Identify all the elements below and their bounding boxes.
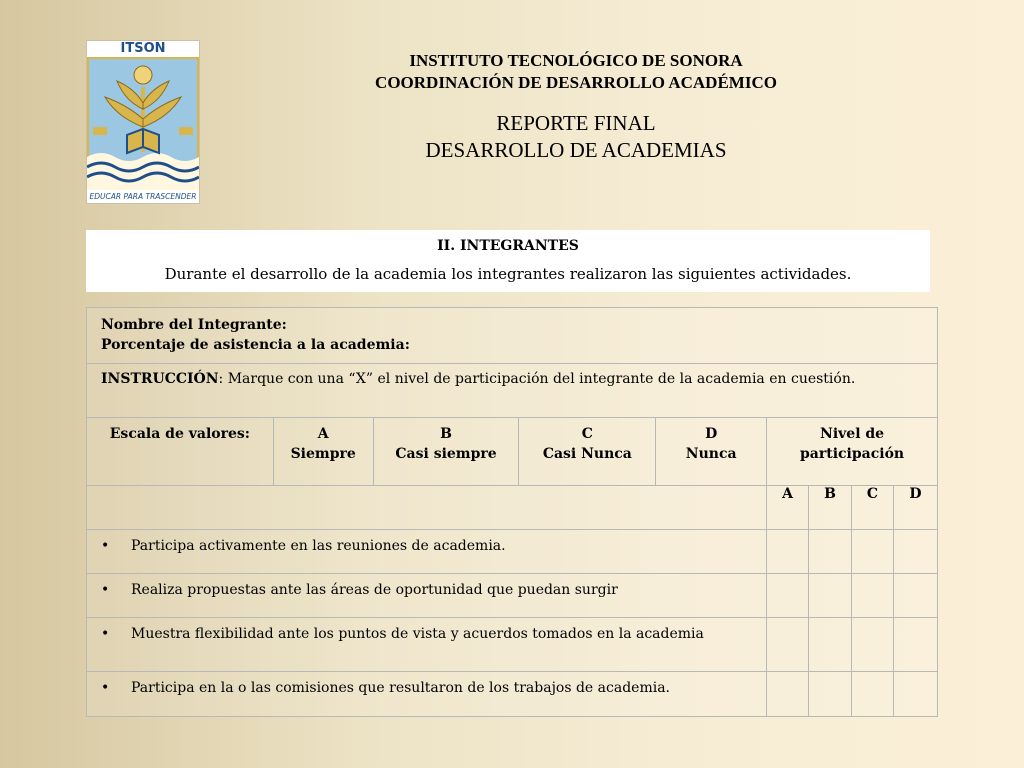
scale-text: Casi siempre — [395, 446, 497, 462]
section-title: II. INTEGRANTES — [437, 238, 579, 254]
mark-cell-b[interactable] — [809, 672, 852, 717]
itson-logo — [86, 40, 200, 204]
table-row — [87, 574, 938, 618]
mark-cell-a[interactable] — [767, 530, 809, 574]
table-row — [87, 618, 938, 672]
activity-item — [87, 672, 767, 717]
logo-emblem-icon — [87, 57, 199, 191]
scale-option-d — [656, 418, 767, 486]
bullet-icon: • — [101, 538, 110, 554]
activity-text: Muestra flexibilidad ante los puntos de vista y acuerdos tomados en la academia — [131, 626, 704, 642]
level-columns-row — [87, 486, 938, 530]
logo-motto: EDUCAR PARA TRASCENDER — [87, 190, 199, 203]
member-name-label: Nombre del Integrante: — [101, 317, 287, 333]
bullet-icon: • — [101, 582, 110, 598]
level-col-b: B — [809, 486, 852, 530]
bullet-icon: • — [101, 626, 110, 642]
institute-name: INSTITUTO TECNOLÓGICO DE SONORA — [409, 51, 743, 70]
activity-text: Realiza propuestas ante las áreas de oportunidad que puedan surgir — [131, 582, 618, 598]
mark-cell-a[interactable] — [767, 672, 809, 717]
scale-option-c — [519, 418, 656, 486]
level-col-a: A — [767, 486, 809, 530]
participation-level-header — [767, 418, 938, 486]
coordination-name: COORDINACIÓN DE DESARROLLO ACADÉMICO — [375, 73, 777, 92]
activity-item — [87, 574, 767, 618]
scale-letter: C — [581, 426, 593, 442]
report-title-line2: DESARROLLO DE ACADEMIAS — [425, 138, 727, 162]
mark-cell-b[interactable] — [809, 574, 852, 618]
scale-letter: B — [440, 426, 452, 442]
mark-cell-a[interactable] — [767, 574, 809, 618]
logo-title: ITSON — [87, 41, 199, 57]
scale-text: Casi Nunca — [542, 446, 632, 462]
scale-label: Escala de valores: — [87, 418, 274, 486]
report-title-line1: REPORTE FINAL — [496, 111, 656, 135]
level-col-c: C — [852, 486, 894, 530]
instruction-label: INSTRUCCIÓN — [101, 371, 219, 387]
attendance-label: Porcentaje de asistencia a la academia: — [101, 337, 410, 353]
document-header — [300, 50, 852, 164]
instruction-text: : Marque con una “X” el nivel de participación del integrante de la academia en cuestión. — [218, 371, 856, 387]
instruction-cell — [87, 364, 938, 418]
mark-cell-c[interactable] — [852, 618, 894, 672]
section-description: Durante el desarrollo de la academia los integrantes realizaron las siguientes actividades. — [164, 265, 852, 283]
table-row — [87, 672, 938, 717]
evaluation-table — [86, 307, 938, 717]
activity-item — [87, 618, 767, 672]
scale-text: Siempre — [290, 446, 356, 462]
mark-cell-d[interactable] — [893, 672, 937, 717]
mark-cell-d[interactable] — [893, 618, 937, 672]
activity-text: Participa activamente en las reuniones de academia. — [131, 538, 506, 554]
mark-cell-d[interactable] — [893, 530, 937, 574]
level-label-line2: participación — [800, 446, 905, 462]
scale-letter: A — [317, 426, 329, 442]
mark-cell-c[interactable] — [852, 574, 894, 618]
activity-text: Participa en la o las comisiones que resultaron de los trabajos de academia. — [131, 680, 670, 696]
mark-cell-b[interactable] — [809, 618, 852, 672]
mark-cell-b[interactable] — [809, 530, 852, 574]
scale-letter: D — [705, 426, 718, 442]
scale-row — [87, 418, 938, 486]
level-label-line1: Nivel de — [820, 426, 885, 442]
mark-cell-c[interactable] — [852, 530, 894, 574]
scale-option-b — [373, 418, 519, 486]
level-col-d: D — [893, 486, 937, 530]
member-info-cell — [87, 308, 938, 364]
scale-option-a — [273, 418, 373, 486]
blank-cell — [87, 486, 767, 530]
mark-cell-d[interactable] — [893, 574, 937, 618]
section-intro — [86, 230, 930, 292]
report-title — [300, 110, 852, 164]
mark-cell-a[interactable] — [767, 618, 809, 672]
scale-text: Nunca — [685, 446, 737, 462]
mark-cell-c[interactable] — [852, 672, 894, 717]
bullet-icon: • — [101, 680, 110, 696]
table-row — [87, 530, 938, 574]
activity-item — [87, 530, 767, 574]
